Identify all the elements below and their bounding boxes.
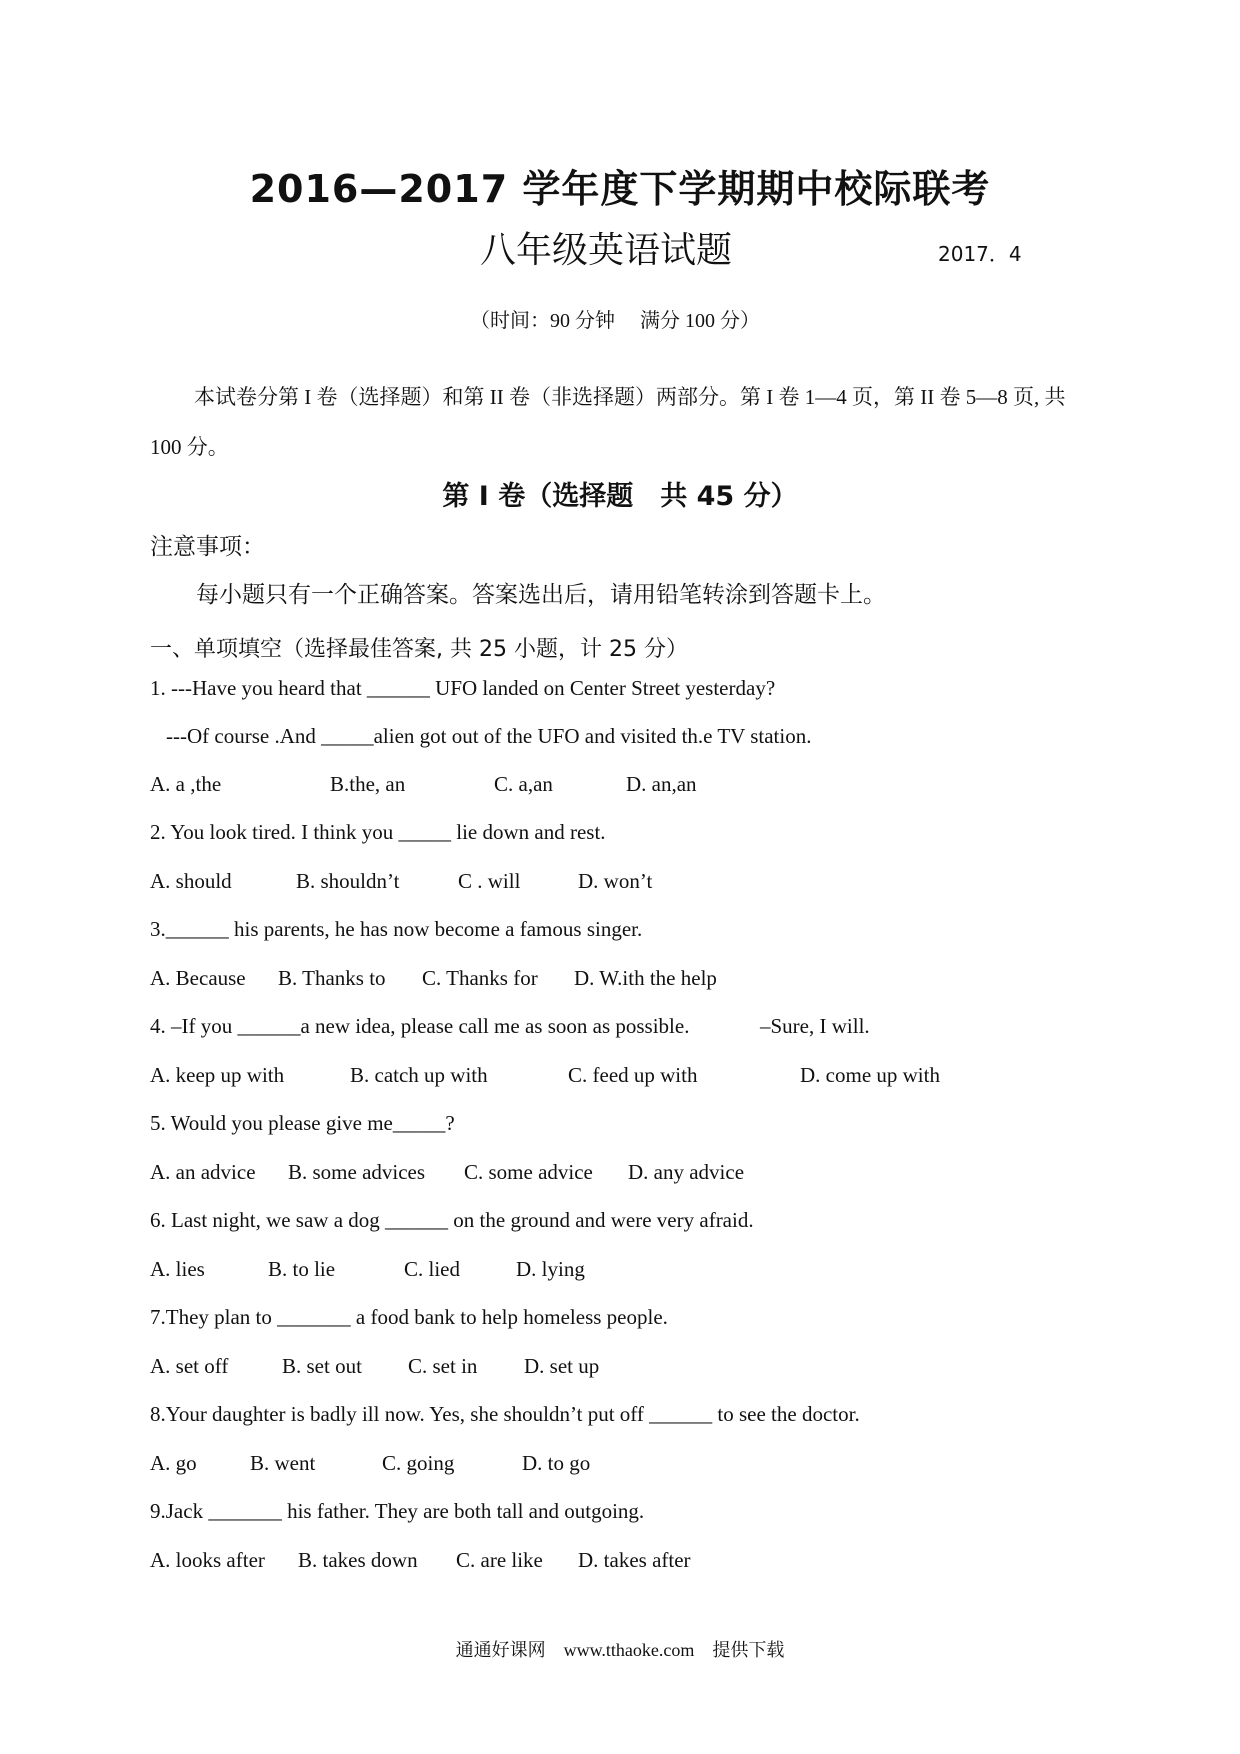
- question-6-option-b: B. to lie: [268, 1257, 336, 1281]
- question-7-option-b: B. set out: [282, 1354, 362, 1378]
- question-9-option-b: B. takes down: [298, 1548, 418, 1572]
- question-1-option-d: D. an,an: [626, 772, 697, 796]
- question-1-stem: 1. ---Have you heard that ______ UFO landed on Center Street yesterday?: [150, 676, 776, 700]
- question-4-option-a: A. keep up with: [150, 1063, 285, 1087]
- exam-subtitle: 八年级英语试题: [480, 230, 733, 270]
- question-4-option-b: B. catch up with: [350, 1063, 488, 1087]
- question-3-stem: 3.______ his parents, he has now become a famous singer.: [150, 917, 643, 941]
- question-4-option-d: D. come up with: [800, 1063, 940, 1087]
- question-7-stem: 7.They plan to _______ a food bank to help homeless people.: [150, 1305, 668, 1329]
- page-footer: 通通好课网 www.tthaoke.com 提供下载: [455, 1640, 785, 1660]
- question-8-stem: 8.Your daughter is badly ill now. Yes, she shouldn’t put off ______ to see the doctor.: [150, 1402, 860, 1426]
- question-8-option-d: D. to go: [522, 1451, 591, 1475]
- question-8-option-b: B. went: [250, 1451, 316, 1475]
- question-7-option-a: A. set off: [150, 1354, 229, 1378]
- question-6-option-c: C. lied: [404, 1257, 460, 1281]
- question-3-option-b: B. Thanks to: [278, 966, 386, 990]
- question-8-option-c: C. going: [382, 1451, 455, 1475]
- question-2-option-b: B. shouldn’t: [296, 869, 400, 893]
- question-9-option-c: C. are like: [456, 1548, 543, 1572]
- question-1-option-c: C. a,an: [494, 772, 553, 796]
- question-5-stem: 5. Would you please give me_____?: [150, 1111, 455, 1135]
- question-1-option-b: B.the, an: [330, 772, 406, 796]
- question-2-option-d: D. won’t: [578, 869, 653, 893]
- question-1-option-a: A. a ,the: [150, 772, 222, 796]
- part1-title: 第 I 卷（选择题 共 45 分）: [442, 481, 798, 512]
- question-8-option-a: A. go: [150, 1451, 197, 1475]
- question-9-stem: 9.Jack _______ his father. They are both tall and outgoing.: [150, 1499, 645, 1523]
- question-3-option-c: C. Thanks for: [422, 966, 538, 990]
- question-5-option-d: D. any advice: [628, 1160, 745, 1184]
- question-5-option-c: C. some advice: [464, 1160, 593, 1184]
- section1-heading: 一、单项填空（选择最佳答案, 共 25 小题，计 25 分）: [150, 637, 688, 662]
- question-6-stem: 6. Last night, we saw a dog ______ on the ground and were very afraid.: [150, 1208, 754, 1232]
- question-3-option-d: D. W.ith the help: [574, 966, 717, 990]
- time-score-info: （时间：90 分钟 满分 100 分）: [470, 310, 760, 332]
- question-7-option-d: D. set up: [524, 1354, 600, 1378]
- question-5-option-b: B. some advices: [288, 1160, 426, 1184]
- question-2-stem: 2. You look tired. I think you _____ lie down and rest.: [150, 820, 606, 844]
- exam-intro: 本试卷分第 I 卷（选择题）和第 II 卷（非选择题）两部分。第 I 卷 1—4 页，第 II 卷 5—8 页, 共 100 分。: [150, 385, 1066, 459]
- question-6-option-a: A. lies: [150, 1257, 205, 1281]
- question-6-option-d: D. lying: [516, 1257, 585, 1281]
- question-7-option-c: C. set in: [408, 1354, 478, 1378]
- question-1-stem-line2: ---Of course .And _____alien got out of the UFO and visited th.e TV station.: [166, 724, 812, 748]
- question-2-option-a: A. should: [150, 869, 232, 893]
- question-4-stem: 4. –If you ______a new idea, please call me as soon as possible.: [150, 1014, 690, 1038]
- exam-date: 2017．4: [938, 242, 1022, 266]
- question-2-option-c: C . will: [458, 869, 521, 893]
- question-9-option-d: D. takes after: [578, 1548, 691, 1572]
- notice-heading: 注意事项：: [150, 534, 265, 560]
- notice-body: 每小题只有一个正确答案。答案选出后，请用铅笔转涂到答题卡上。: [196, 582, 886, 608]
- question-3-option-a: A. Because: [150, 966, 246, 990]
- question-4-reply: –Sure, I will.: [760, 1014, 870, 1038]
- question-9-option-a: A. looks after: [150, 1548, 265, 1572]
- question-4-option-c: C. feed up with: [568, 1063, 698, 1087]
- question-5-option-a: A. an advice: [150, 1160, 256, 1184]
- exam-title: 2016—2017 学年度下学期期中校际联考: [249, 167, 991, 211]
